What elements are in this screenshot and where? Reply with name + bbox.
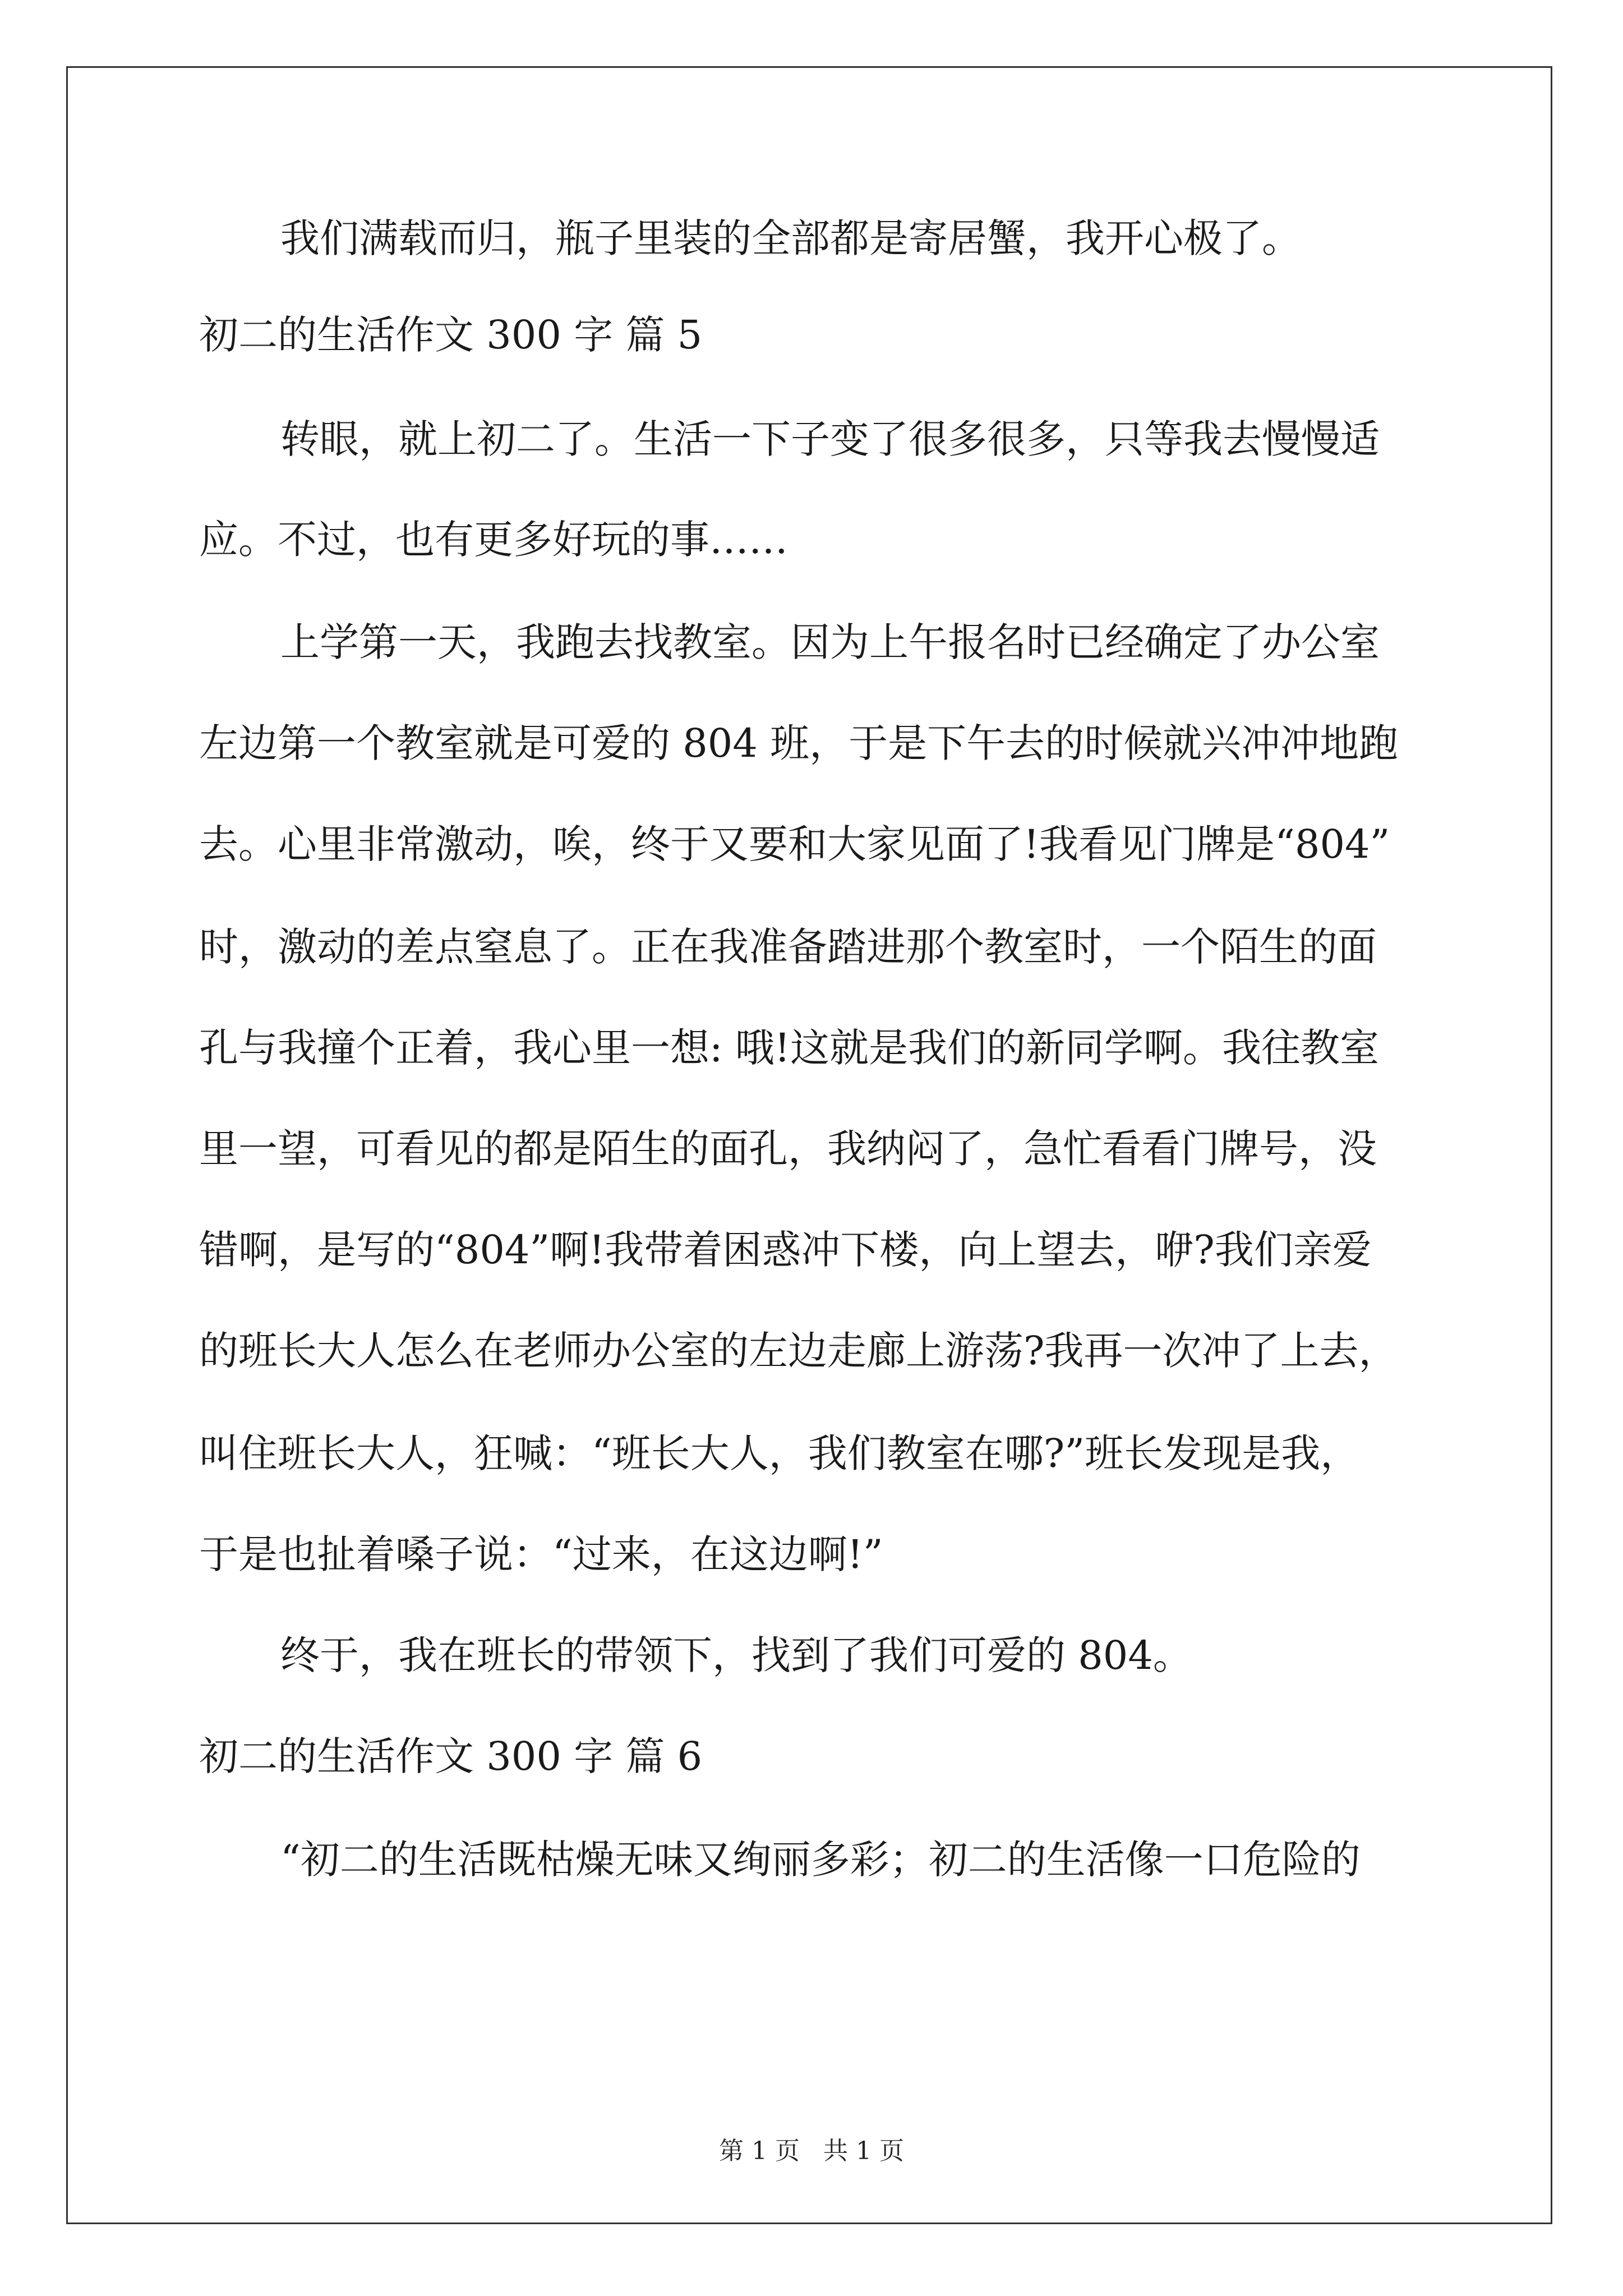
- paragraph-line: 于是也扯着嗓子说：“过来，在这边啊!”: [199, 1531, 883, 1577]
- page-number: 第 1 页: [719, 2137, 800, 2165]
- page-total: 共 1 页: [823, 2137, 904, 2165]
- paragraph-line: 终于，我在班长的带领下，找到了我们可爱的 804。: [280, 1632, 1192, 1678]
- paragraph-line: 错啊，是写的“804”啊!我带着困惑冲下楼，向上望去，咿?我们亲爱: [199, 1227, 1372, 1273]
- paragraph-line: 的班长大人怎么在老师办公室的左边走廊上游荡?我再一次冲了上去，: [199, 1328, 1398, 1374]
- paragraph-line: 孔与我撞个正着，我心里一想: 哦!这就是我们的新同学啊。我往教室: [199, 1025, 1379, 1071]
- section-heading: 初二的生活作文 300 字 篇 6: [199, 1733, 703, 1779]
- paragraph-line: 左边第一个教室就是可爱的 804 班，于是下午去的时候就兴冲冲地跑: [199, 720, 1399, 766]
- paragraph-line: 里一望，可看见的都是陌生的面孔，我纳闷了，急忙看看门牌号，没: [199, 1126, 1377, 1172]
- paragraph-line: 去。心里非常激动，唉，终于又要和大家见面了!我看见门牌是“804”: [199, 821, 1390, 867]
- paragraph-line: “初二的生活既枯燥无味又绚丽多彩；初二的生活像一口危险的: [280, 1837, 1361, 1883]
- paragraph-line: 转眼，就上初二了。生活一下子变了很多很多，只等我去慢慢适: [280, 416, 1380, 462]
- paragraph-line: 叫住班长大人，狂喊：“班长大人，我们教室在哪?”班长发现是我，: [199, 1430, 1360, 1476]
- paragraph-line: 应。不过，也有更多好玩的事……: [199, 517, 788, 563]
- page-footer: [0, 2134, 1623, 2168]
- paragraph-line: 时，激动的差点窒息了。正在我准备踏进那个教室时，一个陌生的面: [199, 924, 1377, 970]
- paragraph-line: 上学第一天，我跑去找教室。因为上午报名时已经确定了办公室: [280, 619, 1380, 665]
- section-heading: 初二的生活作文 300 字 篇 5: [199, 312, 703, 358]
- paragraph-line: 我们满载而归，瓶子里装的全部都是寄居蟹，我开心极了。: [280, 215, 1301, 261]
